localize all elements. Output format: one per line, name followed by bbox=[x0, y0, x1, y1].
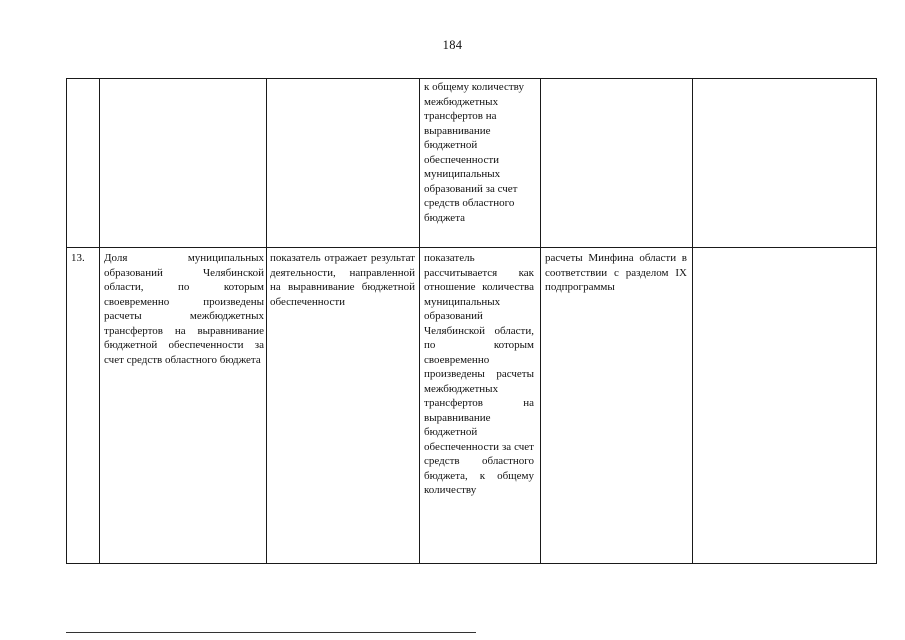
footnote-rule bbox=[66, 632, 476, 633]
table-left-border bbox=[66, 78, 67, 564]
row-number-cell: 13. bbox=[71, 252, 85, 264]
column-divider bbox=[266, 78, 267, 564]
page-number: 184 bbox=[442, 38, 463, 52]
indicator-description-cell: показатель отражает результат деятельности, направленной на выравнивание бюджетной обеспеченности bbox=[270, 252, 415, 308]
table-top-border bbox=[66, 78, 876, 79]
table-bottom-border bbox=[66, 563, 876, 564]
table-right-border bbox=[876, 78, 877, 564]
column-divider bbox=[419, 78, 420, 564]
row-divider bbox=[66, 247, 876, 248]
continuation-method-cell: к общему количеству межбюджетных трансфертов на выравнивание бюджетной обеспеченности муниципальных образований за счет средств областного бюджета bbox=[424, 81, 524, 224]
data-source-cell: расчеты Минфина области в соответствии с разделом IX подпрограммы bbox=[545, 252, 687, 293]
column-divider bbox=[692, 78, 693, 564]
indicator-name-cell: Доля муниципальных образований Челябинской области, по которым своевременно произведены расчеты межбюджетных трансфертов на выравнивание бюджетной обеспеченности за счет средств областного бюджета bbox=[104, 252, 264, 366]
column-divider bbox=[99, 78, 100, 564]
calculation-method-cell: показатель рассчитывается как отношение количества муниципальных образований Челябинской области, по которым своевременно произведены расчеты межбюджетных трансфертов на выравнивание бюджетной обеспеченности за счет средств областного бюджета, к общему количеству bbox=[424, 252, 534, 496]
column-divider bbox=[540, 78, 541, 564]
